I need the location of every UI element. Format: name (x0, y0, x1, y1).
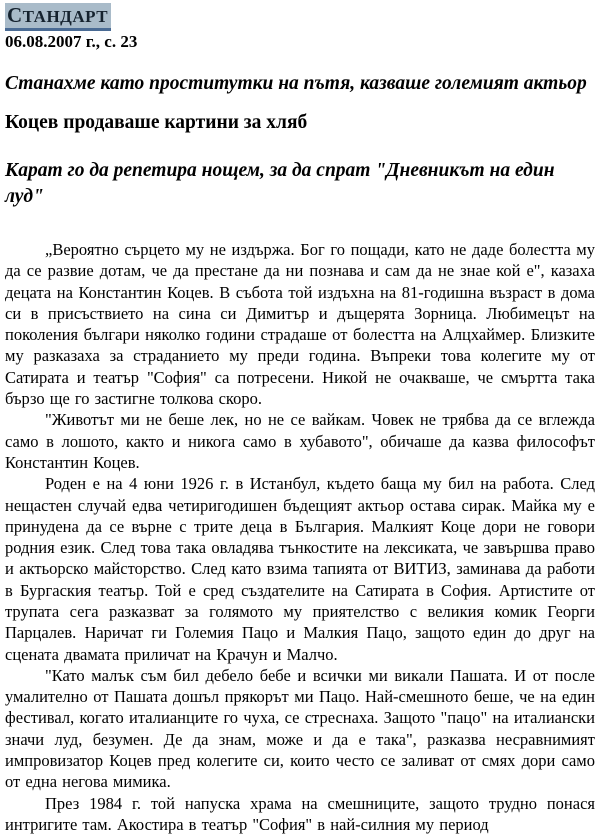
subhead: Карат го да репетира нощем, за да спрат "Дневникът на един луд" (5, 160, 555, 208)
masthead-link[interactable]: СТАНДАРТ (5, 3, 111, 31)
article-paragraph: „Вероятно сърцето му не издържа. Бог го пощади, като не даде болестта му да се развие дотам, че да престане да ни познава и сам да не знае кой е", казаха децата на Константин Коцев. В събота той издъхна на 81-годишна възраст в дома си в присъствието на сина си Димитър и дъщерята Зорница. Любимецът на поколения българи няколко години страдаше от болестта на Алцхаймер. Близките му разказаха за страданието му преди година. Въпреки това колегите му от Сатирата и театър "София" са потресени. Никой не очакваше, че смъртта така бързо ще го застигне толкова скоро. (5, 239, 595, 409)
article-paragraph: Роден е на 4 юни 1926 г. в Истанбул, където баща му бил на работа. След нещастен случай едва четиригодишен бъдещият актьор остава сирак. Майка му е принудена да се върне с трите деца в България. Малкият Коце дори не говори родния език. След това така овладява тънкостите на лексиката, че завършва право и актьорско майсторство. След като взима тапията от ВИТИЗ, заминава да работи в Бургаския театър. Той е сред създателите на Сатирата в София. Артистите от трупата сега разказват за голямото му приятелство с великия комик Георги Парцалев. Наричат ги Големия Пацо и Малкия Пацо, защото един до друг на сцената двамата приличат на Крачун и Малчо. (5, 474, 595, 664)
article-paragraph: "Животът ми не беше лек, но не се вайкам. Човек не трябва да се вглежда само в лошото, както и никога само в хубавото", обичаше да казва философът Константин Коцев. (5, 410, 595, 472)
headline: Коцев продаваше картини за хляб (5, 111, 308, 133)
article-body (5, 239, 595, 835)
dateline: 06.08.2007 г., с. 23 (5, 32, 138, 52)
article-paragraph: "Като малък съм бил дебело бебе и всички ми викали Пашата. И от после умалително от Пашата дошъл прякорът ми Пацо. Най-смешното беше, че на един фестивал, когато италианците го чуха, се стреснаха. Защото "пацо" на италиански значи луд, безумен. Де да знам, може и да е така", разказва несравнимият импровизатор Коцев пред колегите си, които често се заливат от смях дори само от една негова мимика. (5, 665, 595, 792)
lead-title: Станахме като проститутки на пътя, казваше големият актьор (5, 72, 587, 94)
article-header (5, 3, 595, 52)
article-paragraph: През 1984 г. той напуска храма на смешниците, защото трудно понася интригите там. Акостира в театър "София" в най-силния му период (5, 793, 595, 834)
